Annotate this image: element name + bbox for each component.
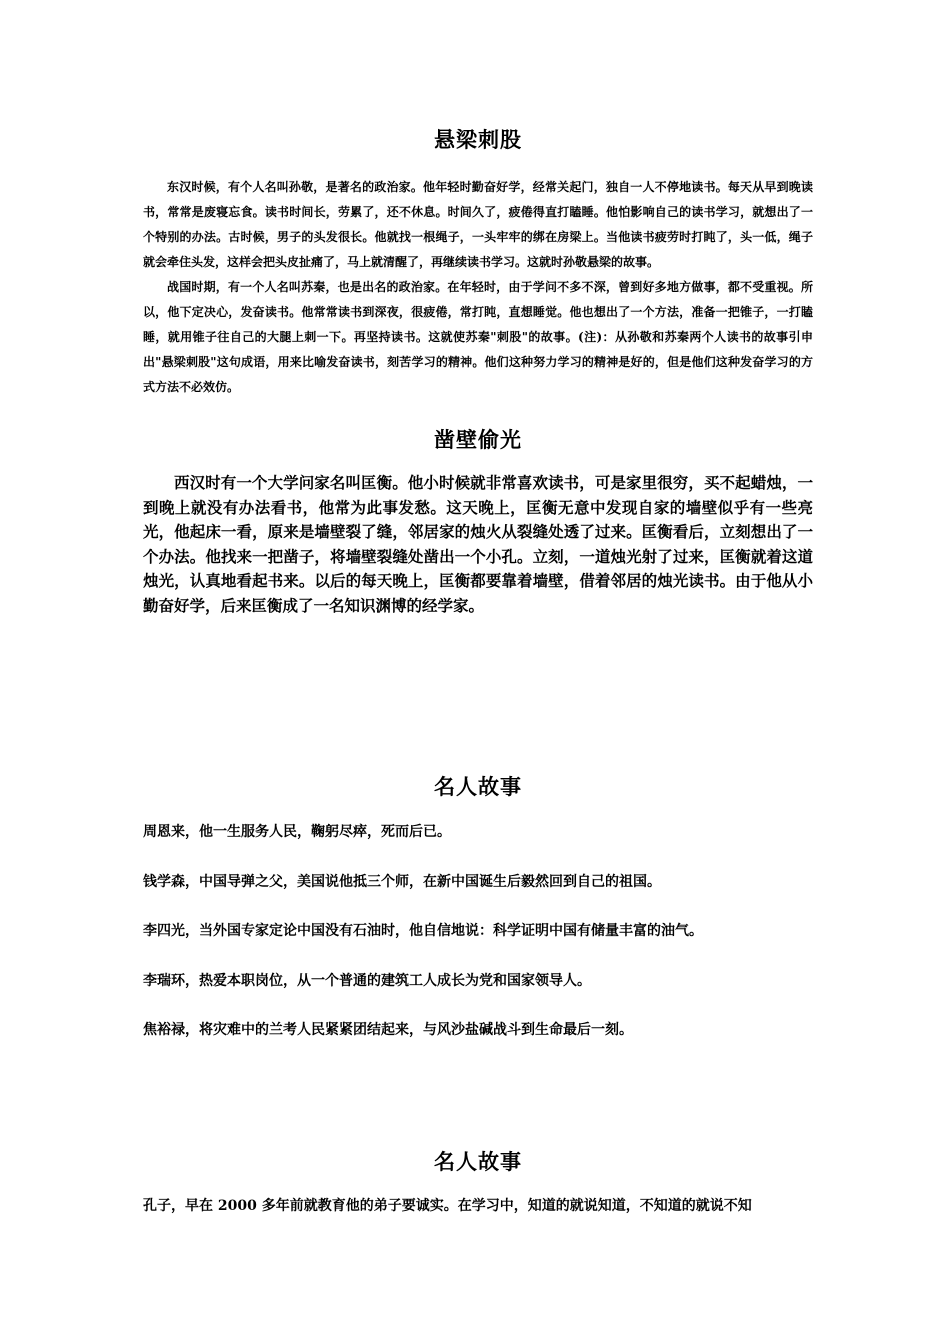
section-title: 名人故事: [434, 774, 522, 799]
list-item: 李四光，当外国专家定论中国没有石油时，他自信地说：科学证明中国有储量丰富的油气。: [143, 923, 703, 939]
famous-people-list: [143, 822, 813, 1070]
section-body: [143, 175, 813, 400]
section-title: 凿壁偷光: [434, 427, 522, 452]
paragraph: 战国时期，有一个人名叫苏秦，也是出名的政治家。在年轻时，由于学问不多不深，曾到好多地方做事，都不受重视。所以，他下定决心，发奋读书。他常常读书到深夜，很疲倦，常打盹，直想睡觉。他也想出了一个方法，准备一把锥子，一打瞌睡，就用锥子往自己的大腿上刺一下。再坚持读书。这就使苏秦"刺股"的故事。(注)：从孙敬和苏秦两个人读书的故事引申出"悬梁刺股"这句成语，用来比喻发奋读书，刻苦学习的精神。他们这种努力学习的精神是好的，但是他们这种发奋学习的方式方法不必效仿。: [143, 280, 813, 394]
list-item: 钱学森，中国导弹之父，美国说他抵三个师，在新中国诞生后毅然回到自己的祖国。: [143, 873, 661, 890]
paragraph: 孔子，早在 2000 多年前就教育他的弟子要诚实。在学习中，知道的就说知道，不知道的就说不知: [143, 1198, 752, 1214]
list-item: 焦裕禄，将灾难中的兰考人民紧紧团结起来，与风沙盐碱战斗到生命最后一刻。: [143, 1022, 633, 1038]
section-body: [143, 471, 813, 618]
section-title: 名人故事: [434, 1149, 522, 1174]
paragraph: 西汉时有一个大学问家名叫匡衡。他小时候就非常喜欢读书，可是家里很穷，买不起蜡烛，一到晚上就没有办法看书，他常为此事发愁。这天晚上，匡衡无意中发现自家的墙壁似乎有一些亮光，他起床一看，原来是墙壁裂了缝，邻居家的烛火从裂缝处透了过来。匡衡看后，立刻想出了一个办法。他找来一把凿子，将墙壁裂缝处凿出一个小孔。立刻，一道烛光射了过来，匡衡就着这道烛光，认真地看起书来。以后的每天晚上，匡衡都要靠着墙壁，借着邻居的烛光读书。由于他从小勤奋好学，后来匡衡成了一名知识渊博的经学家。: [143, 473, 813, 615]
list-item: 周恩来，他一生服务人民，鞠躬尽瘁，死而后已。: [143, 824, 451, 840]
paragraph: 东汉时候，有个人名叫孙敬，是著名的政治家。他年轻时勤奋好学，经常关起门，独自一人不停地读书。每天从早到晚读书，常常是废寝忘食。读书时间长，劳累了，还不休息。时间久了，疲倦得直打瞌睡。他怕影响自己的读书学习，就想出了一个特别的办法。古时候，男子的头发很长。他就找一根绳子，一头牢牢的绑在房梁上。当他读书疲劳时打盹了，头一低，绳子就会牵住头发，这样会把头皮扯痛了，马上就清醒了，再继续读书学习。这就时孙敬悬梁的故事。: [143, 180, 813, 269]
list-item: 李瑞环，热爱本职岗位，从一个普通的建筑工人成长为党和国家领导人。: [143, 972, 591, 989]
section-body: [143, 1196, 813, 1216]
section-title: 悬梁刺股: [434, 127, 522, 152]
